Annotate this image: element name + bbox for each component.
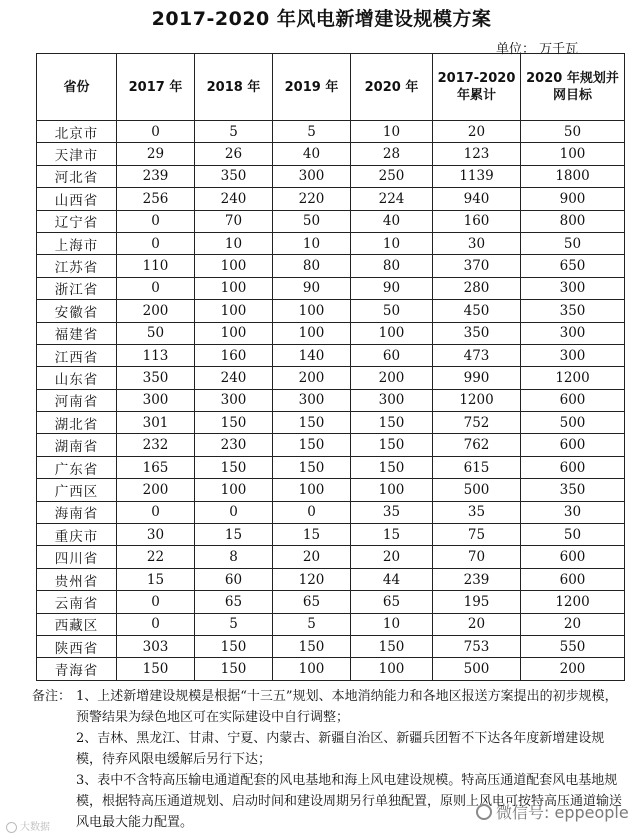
value-cell: 15: [273, 524, 351, 546]
table-row: [37, 501, 625, 523]
value-cell: 60: [351, 344, 433, 366]
note-item: 3、表中不含特高压输电通道配套的风电基地和海上风电建设规模。特高压通道配套风电基地规模，根据特高压通道规划、启动时间和建设周期另行单独配置，原则上风电可按特高压通道输送风电最大能力配置。: [76, 773, 623, 830]
value-cell: 20: [521, 613, 625, 635]
table-row: [37, 568, 625, 590]
value-cell: 10: [351, 121, 433, 143]
value-cell: 0: [195, 501, 273, 523]
table-row: [37, 255, 625, 277]
wind-power-table: [36, 53, 625, 681]
province-cell: 西藏区: [37, 613, 117, 635]
value-cell: 100: [195, 277, 273, 299]
province-cell: 天津市: [37, 143, 117, 165]
province-cell: 安徽省: [37, 300, 117, 322]
value-cell: 50: [521, 524, 625, 546]
value-cell: 15: [195, 524, 273, 546]
note-item: 2、吉林、黑龙江、甘肃、宁夏、内蒙古、新疆自治区、新疆兵团暂不下达各年度新增建设规模，待弃风限电缓解后另行下达；: [76, 731, 605, 767]
value-cell: 22: [117, 546, 195, 568]
province-cell: 江苏省: [37, 255, 117, 277]
province-cell: 河南省: [37, 389, 117, 411]
value-cell: 800: [521, 210, 625, 232]
province-cell: 四川省: [37, 546, 117, 568]
value-cell: 50: [273, 210, 351, 232]
value-cell: 35: [433, 501, 521, 523]
value-cell: 300: [521, 322, 625, 344]
table-row: [37, 232, 625, 254]
value-cell: 239: [117, 165, 195, 187]
value-cell: 500: [433, 479, 521, 501]
column-header: 2017-2020 年累计: [433, 54, 521, 121]
value-cell: 650: [521, 255, 625, 277]
column-header: 2020 年: [351, 54, 433, 121]
value-cell: 100: [273, 658, 351, 680]
value-cell: 600: [521, 456, 625, 478]
value-cell: 10: [351, 613, 433, 635]
value-cell: 100: [273, 322, 351, 344]
value-cell: 150: [273, 412, 351, 434]
value-cell: 301: [117, 412, 195, 434]
value-cell: 20: [351, 546, 433, 568]
table-header-row: [37, 54, 625, 121]
value-cell: 5: [273, 613, 351, 635]
value-cell: 303: [117, 635, 195, 657]
value-cell: 140: [273, 344, 351, 366]
watermark-left-text: 大数据: [20, 822, 50, 833]
column-header: 2017 年: [117, 54, 195, 121]
value-cell: 500: [521, 412, 625, 434]
value-cell: 5: [195, 613, 273, 635]
value-cell: 80: [351, 255, 433, 277]
value-cell: 28: [351, 143, 433, 165]
province-cell: 贵州省: [37, 568, 117, 590]
value-cell: 200: [117, 479, 195, 501]
province-cell: 辽宁省: [37, 210, 117, 232]
value-cell: 160: [433, 210, 521, 232]
province-cell: 湖北省: [37, 412, 117, 434]
value-cell: 1139: [433, 165, 521, 187]
value-cell: 150: [195, 412, 273, 434]
table-row: [37, 165, 625, 187]
value-cell: 65: [351, 591, 433, 613]
value-cell: 473: [433, 344, 521, 366]
value-cell: 20: [273, 546, 351, 568]
value-cell: 239: [433, 568, 521, 590]
value-cell: 600: [521, 434, 625, 456]
value-cell: 100: [195, 479, 273, 501]
table-row: [37, 546, 625, 568]
value-cell: 15: [351, 524, 433, 546]
value-cell: 30: [521, 501, 625, 523]
table-row: [37, 188, 625, 210]
value-cell: 150: [351, 635, 433, 657]
value-cell: 50: [521, 232, 625, 254]
value-cell: 50: [117, 322, 195, 344]
value-cell: 70: [433, 546, 521, 568]
value-cell: 10: [273, 232, 351, 254]
province-cell: 云南省: [37, 591, 117, 613]
value-cell: 250: [351, 165, 433, 187]
value-cell: 900: [521, 188, 625, 210]
column-header: 2020 年规划并网目标: [521, 54, 625, 121]
value-cell: 80: [273, 255, 351, 277]
value-cell: 150: [351, 456, 433, 478]
value-cell: 224: [351, 188, 433, 210]
value-cell: 123: [433, 143, 521, 165]
value-cell: 350: [117, 367, 195, 389]
value-cell: 10: [195, 232, 273, 254]
table-row: [37, 210, 625, 232]
note-item: 1、上述新增建设规模是根据“十三五”规划、本地消纳能力和各地区报送方案提出的初步规模，预警结果为绿色地区可在实际建设中自行调整；: [76, 689, 618, 725]
province-cell: 江西省: [37, 344, 117, 366]
table-row: [37, 434, 625, 456]
value-cell: 100: [195, 322, 273, 344]
province-cell: 湖南省: [37, 434, 117, 456]
value-cell: 300: [117, 389, 195, 411]
value-cell: 100: [351, 658, 433, 680]
value-cell: 300: [351, 389, 433, 411]
value-cell: 1200: [521, 591, 625, 613]
value-cell: 300: [521, 277, 625, 299]
value-cell: 44: [351, 568, 433, 590]
value-cell: 615: [433, 456, 521, 478]
table-row: [37, 456, 625, 478]
value-cell: 370: [433, 255, 521, 277]
value-cell: 753: [433, 635, 521, 657]
watermark-right: [476, 800, 629, 823]
province-cell: 北京市: [37, 121, 117, 143]
table-row: [37, 613, 625, 635]
value-cell: 300: [521, 344, 625, 366]
table-row: [37, 344, 625, 366]
province-cell: 陕西省: [37, 635, 117, 657]
value-cell: 600: [521, 546, 625, 568]
value-cell: 29: [117, 143, 195, 165]
value-cell: 8: [195, 546, 273, 568]
table-row: [37, 300, 625, 322]
value-cell: 350: [521, 479, 625, 501]
table-row: [37, 524, 625, 546]
value-cell: 120: [273, 568, 351, 590]
value-cell: 150: [351, 434, 433, 456]
value-cell: 752: [433, 412, 521, 434]
value-cell: 256: [117, 188, 195, 210]
value-cell: 15: [117, 568, 195, 590]
value-cell: 990: [433, 367, 521, 389]
province-cell: 青海省: [37, 658, 117, 680]
value-cell: 0: [117, 613, 195, 635]
value-cell: 100: [195, 300, 273, 322]
value-cell: 165: [117, 456, 195, 478]
value-cell: 100: [351, 322, 433, 344]
value-cell: 300: [195, 389, 273, 411]
value-cell: 160: [195, 344, 273, 366]
value-cell: 240: [195, 367, 273, 389]
value-cell: 30: [433, 232, 521, 254]
value-cell: 90: [351, 277, 433, 299]
value-cell: 100: [273, 479, 351, 501]
province-cell: 山东省: [37, 367, 117, 389]
province-cell: 浙江省: [37, 277, 117, 299]
table-row: [37, 479, 625, 501]
value-cell: 195: [433, 591, 521, 613]
value-cell: 1200: [433, 389, 521, 411]
province-cell: 福建省: [37, 322, 117, 344]
watermark-logo-icon: [6, 822, 17, 833]
value-cell: 65: [195, 591, 273, 613]
table-row: [37, 412, 625, 434]
value-cell: 350: [521, 300, 625, 322]
value-cell: 50: [351, 300, 433, 322]
value-cell: 350: [433, 322, 521, 344]
value-cell: 200: [117, 300, 195, 322]
value-cell: 762: [433, 434, 521, 456]
value-cell: 0: [117, 121, 195, 143]
table-row: [37, 389, 625, 411]
value-cell: 0: [117, 591, 195, 613]
value-cell: 26: [195, 143, 273, 165]
value-cell: 0: [117, 277, 195, 299]
value-cell: 40: [351, 210, 433, 232]
value-cell: 100: [195, 255, 273, 277]
value-cell: 50: [521, 121, 625, 143]
value-cell: 0: [117, 210, 195, 232]
column-header: 2019 年: [273, 54, 351, 121]
value-cell: 10: [351, 232, 433, 254]
value-cell: 150: [273, 434, 351, 456]
document-title: 2017-2020 年风电新增建设规模方案: [151, 8, 492, 30]
table-body: [37, 121, 625, 681]
value-cell: 110: [117, 255, 195, 277]
value-cell: 450: [433, 300, 521, 322]
value-cell: 150: [273, 456, 351, 478]
province-cell: 上海市: [37, 232, 117, 254]
watermark-right-text: 微信号: eppeople: [496, 803, 629, 822]
value-cell: 230: [195, 434, 273, 456]
value-cell: 0: [273, 501, 351, 523]
value-cell: 200: [273, 367, 351, 389]
unit-label: 单位： 万千瓦: [496, 42, 579, 57]
value-cell: 100: [521, 143, 625, 165]
value-cell: 550: [521, 635, 625, 657]
value-cell: 0: [117, 501, 195, 523]
wechat-logo-icon: [476, 804, 492, 820]
value-cell: 65: [273, 591, 351, 613]
value-cell: 100: [273, 300, 351, 322]
value-cell: 1800: [521, 165, 625, 187]
value-cell: 20: [433, 121, 521, 143]
value-cell: 350: [195, 165, 273, 187]
value-cell: 150: [117, 658, 195, 680]
value-cell: 1200: [521, 367, 625, 389]
value-cell: 500: [433, 658, 521, 680]
column-header: 省份: [37, 54, 117, 121]
value-cell: 150: [195, 658, 273, 680]
value-cell: 300: [273, 165, 351, 187]
value-cell: 75: [433, 524, 521, 546]
table-row: [37, 143, 625, 165]
value-cell: 150: [195, 456, 273, 478]
value-cell: 220: [273, 188, 351, 210]
table-row: [37, 322, 625, 344]
value-cell: 100: [351, 479, 433, 501]
province-cell: 广东省: [37, 456, 117, 478]
notes-lead: 备注：: [32, 689, 72, 704]
value-cell: 90: [273, 277, 351, 299]
table-row: [37, 591, 625, 613]
value-cell: 40: [273, 143, 351, 165]
province-cell: 重庆市: [37, 524, 117, 546]
value-cell: 0: [117, 232, 195, 254]
value-cell: 35: [351, 501, 433, 523]
table-row: [37, 367, 625, 389]
value-cell: 70: [195, 210, 273, 232]
watermark-left: [6, 818, 50, 833]
province-cell: 海南省: [37, 501, 117, 523]
value-cell: 5: [195, 121, 273, 143]
value-cell: 600: [521, 568, 625, 590]
table-row: [37, 635, 625, 657]
table-row: [37, 121, 625, 143]
value-cell: 150: [195, 635, 273, 657]
value-cell: 20: [433, 613, 521, 635]
value-cell: 60: [195, 568, 273, 590]
value-cell: 200: [521, 658, 625, 680]
value-cell: 113: [117, 344, 195, 366]
province-cell: 山西省: [37, 188, 117, 210]
value-cell: 240: [195, 188, 273, 210]
value-cell: 300: [273, 389, 351, 411]
table-row: [37, 658, 625, 680]
province-cell: 河北省: [37, 165, 117, 187]
value-cell: 200: [351, 367, 433, 389]
table-row: [37, 277, 625, 299]
value-cell: 232: [117, 434, 195, 456]
value-cell: 150: [351, 412, 433, 434]
value-cell: 150: [273, 635, 351, 657]
value-cell: 280: [433, 277, 521, 299]
column-header: 2018 年: [195, 54, 273, 121]
value-cell: 30: [117, 524, 195, 546]
province-cell: 广西区: [37, 479, 117, 501]
value-cell: 940: [433, 188, 521, 210]
value-cell: 600: [521, 389, 625, 411]
value-cell: 5: [273, 121, 351, 143]
